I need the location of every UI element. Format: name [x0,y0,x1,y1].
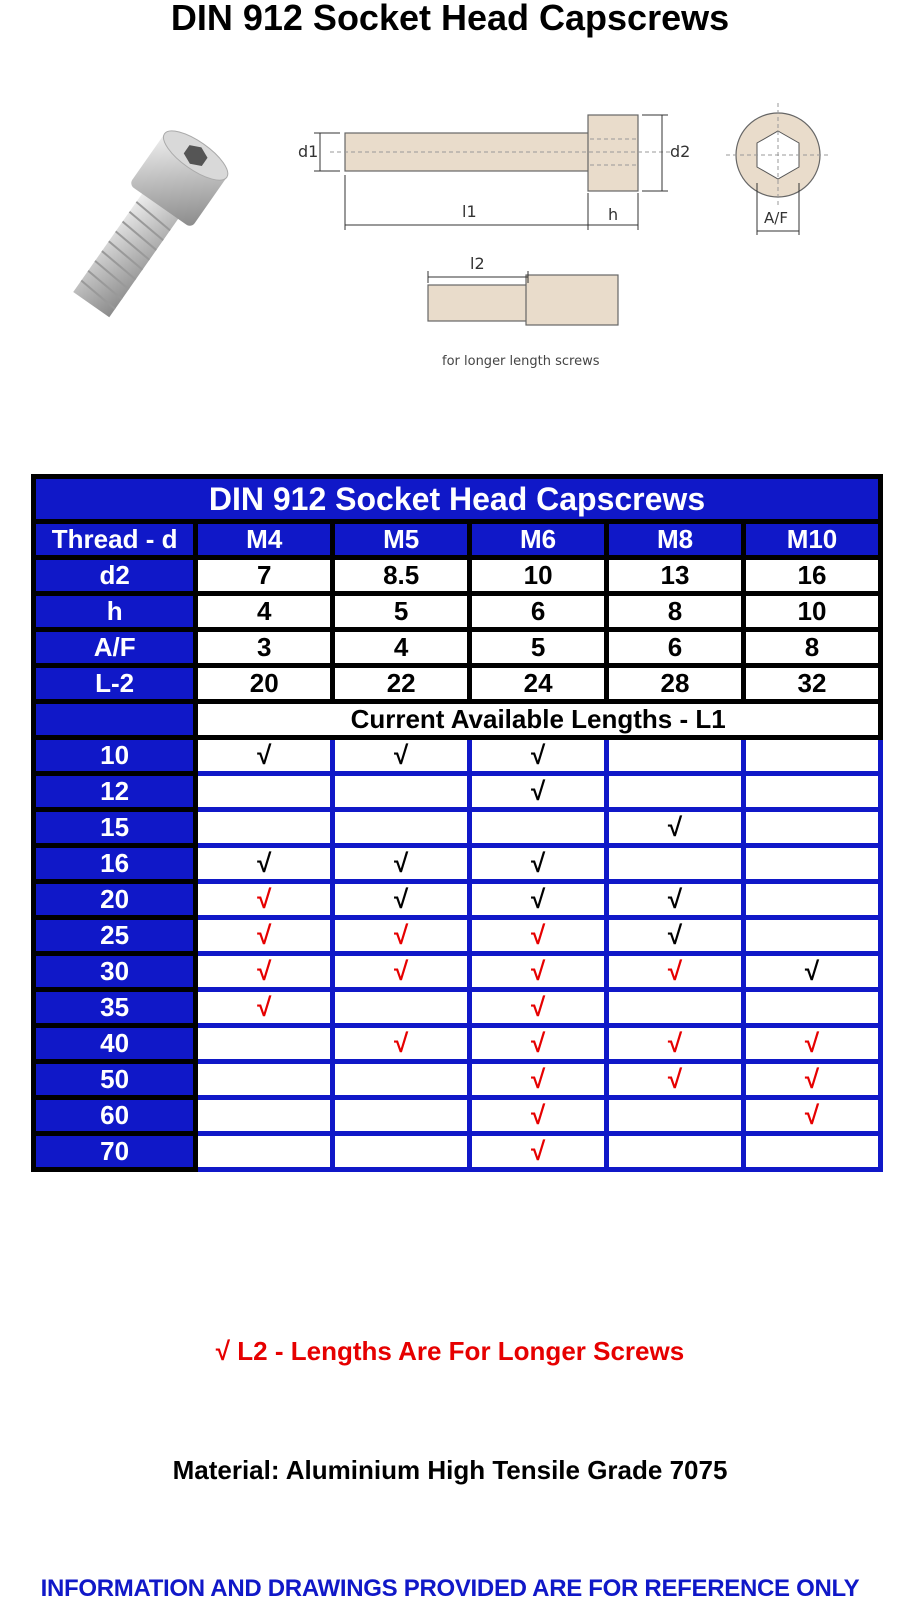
check-mark-l2: √ [530,956,546,986]
length-row [34,1098,881,1134]
length-row [34,954,881,990]
availability-cell [470,738,607,774]
dimension-value: 16 [743,558,880,594]
availability-cell [743,774,880,810]
availability-cell [196,774,333,810]
drawing-caption: for longer length screws [442,354,600,369]
length-row [34,810,881,846]
availability-cell [196,1026,333,1062]
availability-cell [743,810,880,846]
check-mark-l2: √ [667,956,683,986]
page-title: DIN 912 Socket Head Capscrews [170,0,730,38]
check-mark: √ [667,920,683,950]
availability-cell [196,954,333,990]
table-title: DIN 912 Socket Head Capscrews [34,477,881,522]
dimension-value: 10 [470,558,607,594]
availability-cell [333,1134,470,1170]
availability-cell [196,738,333,774]
check-mark: √ [667,812,683,842]
dimension-label: h [34,594,196,630]
availability-cell [607,918,744,954]
check-mark-l2: √ [394,956,409,986]
length-row [34,774,881,810]
length-label: 12 [34,774,196,810]
dimension-value: 6 [607,630,744,666]
technical-drawing [290,95,870,385]
availability-cell [743,918,880,954]
availability-cell [607,1026,744,1062]
dimension-value: 8.5 [333,558,470,594]
check-mark: √ [530,740,546,770]
check-mark-l2: √ [804,1100,820,1130]
dimension-value: 8 [743,630,880,666]
length-label: 20 [34,882,196,918]
l2-note: √ L2 - Lengths Are For Longer Screws [215,1336,685,1366]
thread-label: Thread - d [34,522,196,558]
check-mark-l2: √ [530,920,546,950]
size-header: M8 [607,522,744,558]
screw-long-view [428,275,618,325]
length-label: 15 [34,810,196,846]
availability-cell [470,990,607,1026]
availability-cell [470,810,607,846]
check-mark-l2: √ [257,884,272,914]
availability-cell [196,1134,333,1170]
check-mark-l2: √ [257,920,272,950]
check-mark: √ [394,848,409,878]
dimension-row [34,558,881,594]
check-mark: √ [804,956,820,986]
availability-cell [743,846,880,882]
availability-cell [743,1026,880,1062]
check-mark: √ [257,848,272,878]
dimension-value: 4 [333,630,470,666]
length-row [34,990,881,1026]
availability-cell [743,1134,880,1170]
dimension-label: L-2 [34,666,196,702]
label-l2: l2 [470,254,485,273]
availability-cell [470,1098,607,1134]
availability-cell [470,774,607,810]
availability-cell [333,774,470,810]
size-header: M5 [333,522,470,558]
availability-cell [743,882,880,918]
dimension-value: 4 [196,594,333,630]
availability-cell [607,990,744,1026]
available-blank [34,702,196,738]
availability-cell [607,774,744,810]
length-row [34,1134,881,1170]
availability-cell [333,990,470,1026]
availability-cell [470,1026,607,1062]
length-label: 35 [34,990,196,1026]
check-mark: √ [530,884,546,914]
label-l1: l1 [462,202,477,221]
length-label: 60 [34,1098,196,1134]
length-label: 30 [34,954,196,990]
availability-cell [333,738,470,774]
check-mark-l2: √ [530,1136,546,1166]
dimension-value: 13 [607,558,744,594]
availability-cell [470,882,607,918]
check-mark-l2: √ [394,920,409,950]
check-mark: √ [394,884,409,914]
availability-cell [607,954,744,990]
availability-cell [470,954,607,990]
screw-photo [40,130,240,340]
check-mark-l2: √ [394,1028,409,1058]
availability-cell [470,846,607,882]
label-h: h [608,205,619,224]
dimension-value: 6 [470,594,607,630]
check-mark-l2: √ [530,992,546,1022]
disclaimer: INFORMATION AND DRAWINGS PROVIDED ARE FOR REFERENCE ONLY [40,1575,860,1602]
dimension-value: 20 [196,666,333,702]
dimension-label: d2 [34,558,196,594]
screw-side-view [345,115,638,191]
dimension-value: 5 [333,594,470,630]
availability-cell [333,918,470,954]
availability-cell [470,1134,607,1170]
dimension-value: 7 [196,558,333,594]
length-label: 70 [34,1134,196,1170]
availability-cell [333,882,470,918]
label-af: A/F [764,209,788,227]
availability-cell [333,1026,470,1062]
check-mark-l2: √ [667,1064,683,1094]
dimension-value: 3 [196,630,333,666]
availability-cell [196,918,333,954]
availability-cell [607,882,744,918]
availability-cell [196,1098,333,1134]
availability-cell [607,1098,744,1134]
length-label: 40 [34,1026,196,1062]
length-row [34,918,881,954]
availability-cell [196,882,333,918]
dimension-value: 8 [607,594,744,630]
availability-cell [743,738,880,774]
dimension-value: 10 [743,594,880,630]
size-header: M4 [196,522,333,558]
label-d2: d2 [670,142,691,161]
length-row [34,1026,881,1062]
dimension-value: 5 [470,630,607,666]
length-label: 16 [34,846,196,882]
availability-cell [743,1062,880,1098]
check-mark: √ [530,848,546,878]
dimension-row [34,594,881,630]
length-row [34,882,881,918]
available-lengths-label: Current Available Lengths - L1 [196,702,881,738]
dimension-row [34,666,881,702]
check-mark-l2: √ [804,1028,820,1058]
dimension-value: 24 [470,666,607,702]
availability-cell [743,1098,880,1134]
check-mark: √ [394,740,409,770]
check-mark-l2: √ [530,1100,546,1130]
length-label: 10 [34,738,196,774]
dimension-value: 32 [743,666,880,702]
dimension-row [34,630,881,666]
length-row [34,1062,881,1098]
availability-cell [607,810,744,846]
availability-cell [333,1098,470,1134]
availability-cell [333,810,470,846]
availability-cell [333,954,470,990]
check-mark: √ [257,740,272,770]
availability-cell [196,810,333,846]
spec-table [31,474,883,1172]
check-mark-l2: √ [530,1064,546,1094]
dimension-value: 28 [607,666,744,702]
size-header: M6 [470,522,607,558]
label-d1: d1 [298,142,319,161]
availability-cell [607,846,744,882]
dimension-value: 22 [333,666,470,702]
length-label: 50 [34,1062,196,1098]
dimension-label: A/F [34,630,196,666]
check-mark-l2: √ [530,1028,546,1058]
length-label: 25 [34,918,196,954]
availability-cell [196,990,333,1026]
availability-cell [333,1062,470,1098]
availability-cell [333,846,470,882]
size-header: M10 [743,522,880,558]
check-mark-l2: √ [667,1028,683,1058]
check-mark-l2: √ [804,1064,820,1094]
check-mark-l2: √ [257,956,272,986]
material-note: Material: Aluminium High Tensile Grade 7075 [172,1455,728,1485]
availability-cell [607,1062,744,1098]
availability-cell [607,738,744,774]
availability-cell [196,846,333,882]
availability-cell [470,918,607,954]
availability-cell [470,1062,607,1098]
check-mark: √ [530,776,546,806]
length-row [34,738,881,774]
availability-cell [743,954,880,990]
check-mark-l2: √ [257,992,272,1022]
availability-cell [196,1062,333,1098]
availability-cell [607,1134,744,1170]
check-mark: √ [667,884,683,914]
availability-cell [743,990,880,1026]
length-row [34,846,881,882]
